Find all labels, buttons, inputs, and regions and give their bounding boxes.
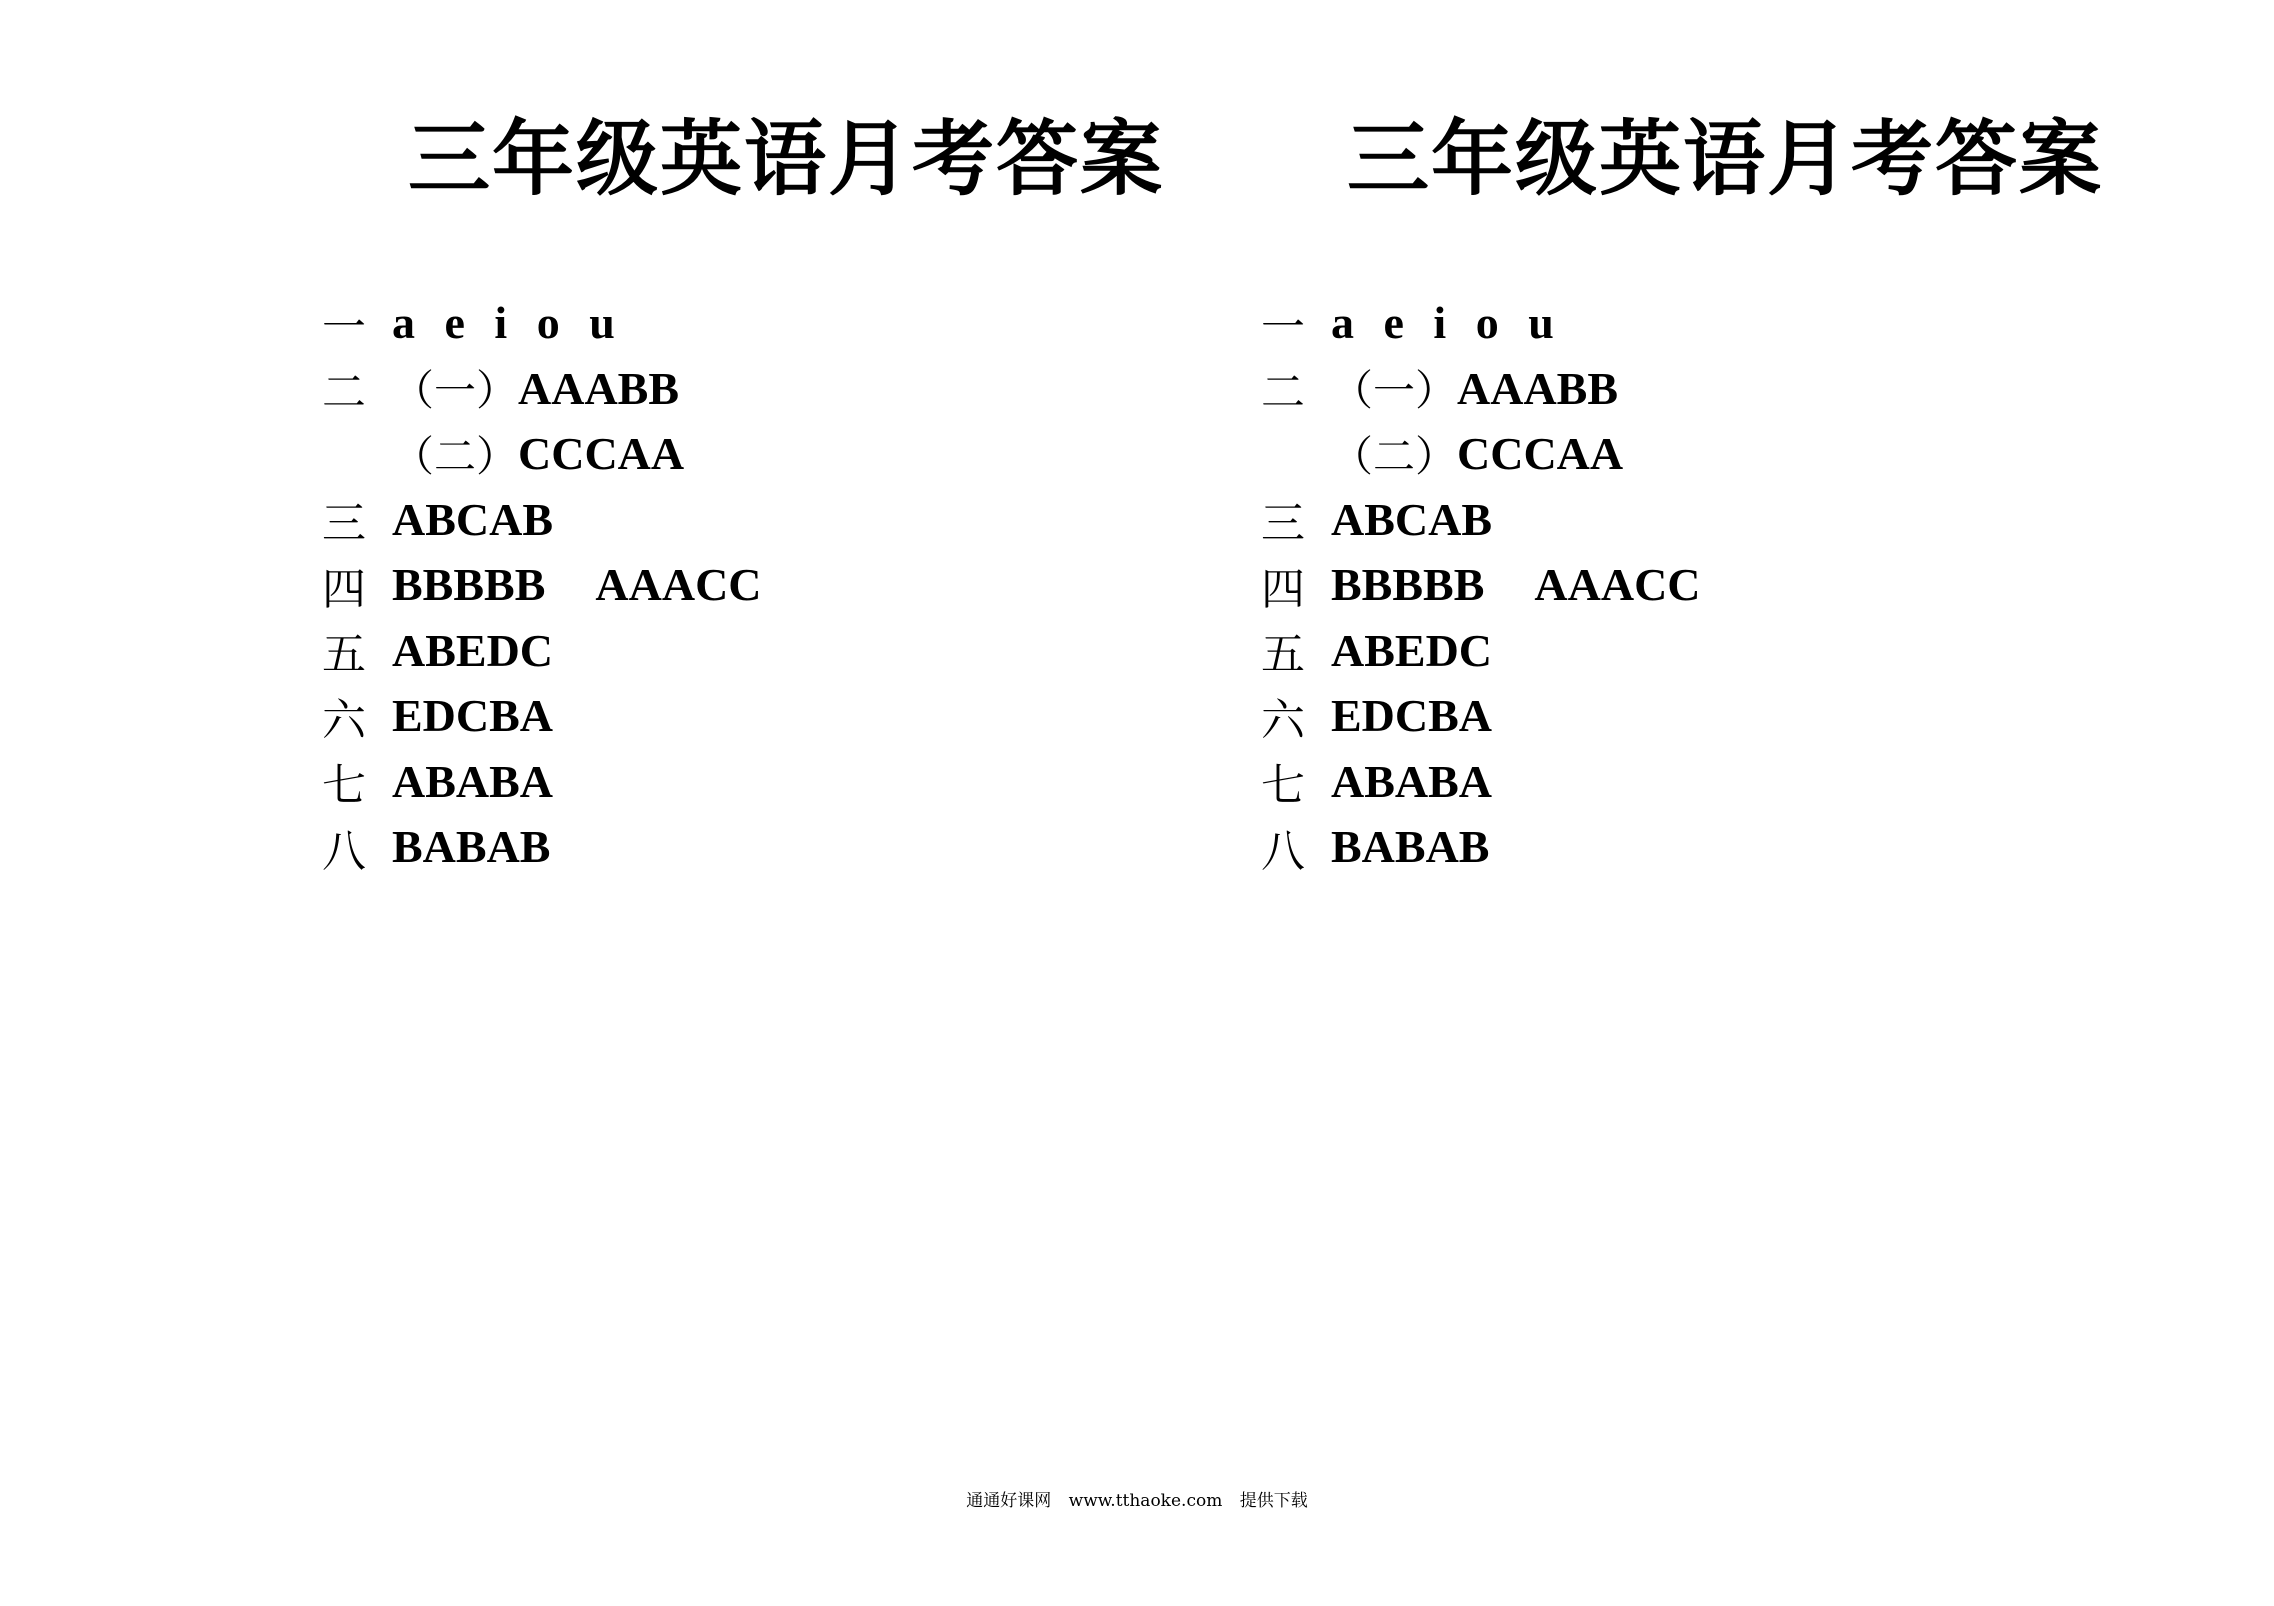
- sub-part-label: （二）: [392, 431, 519, 481]
- question-number: 八: [322, 825, 366, 877]
- answer-value: ABCAB: [1331, 493, 1493, 545]
- sub-part-label: （二）: [1331, 431, 1458, 481]
- question-number: 八: [1261, 825, 1305, 877]
- footer-url[interactable]: www.tthaoke.com: [1068, 1491, 1223, 1511]
- answer-value: BBBBB: [1331, 559, 1485, 611]
- question-number: 六: [1261, 694, 1305, 746]
- footer-site-name: 通通好课网: [966, 1491, 1052, 1511]
- answer-row-2-part-2: [322, 421, 762, 487]
- page-title: 三年级英语月考答案: [408, 111, 1165, 207]
- answer-row-3: [1261, 487, 1701, 553]
- question-number: 六: [322, 694, 366, 746]
- answer-value: a e i o u: [392, 297, 624, 349]
- question-number: 五: [322, 629, 366, 681]
- answer-row-7: [1261, 749, 1701, 815]
- page-footer: [0, 1486, 2274, 1511]
- question-number: 三: [1261, 498, 1305, 550]
- sub-part-label: （一）: [1331, 366, 1458, 416]
- answer-row-6: [322, 683, 762, 749]
- answer-value: CCCAA: [1457, 428, 1624, 480]
- answer-row-3: [322, 487, 762, 553]
- answer-row-8: [1261, 814, 1701, 880]
- answer-value: BABAB: [392, 821, 551, 873]
- answer-value: ABABA: [1331, 755, 1493, 807]
- question-number: 三: [322, 498, 366, 550]
- answer-value: ABEDC: [392, 624, 554, 676]
- answer-value-2: AAACC: [1534, 559, 1701, 611]
- answer-sheet-right: [939, 0, 2104, 1606]
- sub-part-label: （一）: [392, 366, 519, 416]
- answer-value: BBBBB: [392, 559, 546, 611]
- question-number: 一: [322, 301, 366, 353]
- answer-row-1: [322, 290, 762, 356]
- answer-row-4: [1261, 552, 1701, 618]
- answer-value: a e i o u: [1331, 297, 1563, 349]
- answer-row-2: [1261, 356, 1701, 422]
- page-title: 三年级英语月考答案: [1347, 111, 2104, 207]
- footer-note: 提供下载: [1239, 1491, 1308, 1511]
- answer-value: ABEDC: [1331, 624, 1493, 676]
- answer-value: EDCBA: [392, 690, 554, 742]
- answer-value: CCCAA: [518, 428, 685, 480]
- answer-row-7: [322, 749, 762, 815]
- answer-value: BABAB: [1331, 821, 1490, 873]
- question-number: 二: [1261, 367, 1305, 419]
- question-number: 四: [322, 563, 366, 615]
- question-number: 一: [1261, 301, 1305, 353]
- answer-row-4: [322, 552, 762, 618]
- question-number: 七: [322, 760, 366, 812]
- answer-row-2: [322, 356, 762, 422]
- answer-row-8: [322, 814, 762, 880]
- answer-value: ABCAB: [392, 493, 554, 545]
- answer-list: [1261, 290, 1701, 880]
- answer-value: ABABA: [392, 755, 554, 807]
- question-number: 二: [322, 367, 366, 419]
- answer-row-5: [1261, 618, 1701, 684]
- answer-value: AAABB: [518, 362, 680, 414]
- answer-value-2: AAACC: [595, 559, 762, 611]
- answer-value: EDCBA: [1331, 690, 1493, 742]
- question-number: 五: [1261, 629, 1305, 681]
- answer-value: AAABB: [1457, 362, 1619, 414]
- question-number: 四: [1261, 563, 1305, 615]
- answer-row-5: [322, 618, 762, 684]
- answer-row-1: [1261, 290, 1701, 356]
- question-number: 七: [1261, 760, 1305, 812]
- answer-list: [322, 290, 762, 880]
- answer-row-2-part-2: [1261, 421, 1701, 487]
- answer-row-6: [1261, 683, 1701, 749]
